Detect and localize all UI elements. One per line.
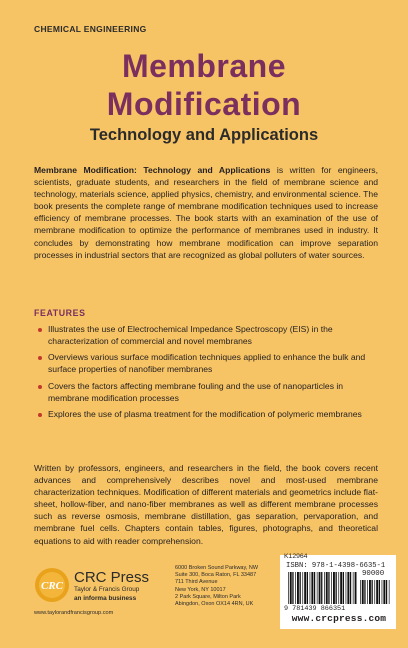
- publisher-name: CRC Press: [74, 569, 150, 586]
- feature-item: [36, 324, 372, 347]
- price-barcode-icon: [360, 580, 390, 604]
- category-label: CHEMICAL ENGINEERING: [34, 24, 147, 34]
- title-line-2: Modification: [106, 86, 302, 122]
- feature-text: Overviews various surface modification techniques applied to enhance the bulk and surface properties of nanofiber membranes: [48, 352, 366, 375]
- price-code: 90000: [362, 570, 385, 578]
- barcode-icon: [288, 572, 358, 604]
- title-line-1: Membrane: [121, 48, 287, 84]
- feature-item: [36, 352, 372, 375]
- feature-text: Explores the use of plasma treatment for the modification of polymeric membranes: [48, 409, 362, 420]
- ean-digits: 9 781439 866351: [284, 605, 346, 613]
- publisher-url: www.taylorandfrancisgroup.com: [34, 610, 114, 616]
- crc-press-logo-icon: [34, 567, 70, 603]
- address-line: 2 Park Square, Milton Park: [175, 593, 241, 600]
- address-line: New York, NY 10017: [175, 586, 226, 593]
- feature-item: [36, 381, 372, 404]
- product-code: K12964: [284, 553, 308, 560]
- subtitle: Technology and Applications: [89, 126, 319, 144]
- bullet-icon: [38, 356, 42, 360]
- logo-text: CRC: [40, 580, 64, 592]
- publisher-address: [175, 565, 258, 608]
- features-list: [36, 324, 372, 426]
- address-line: 711 Third Avenue: [175, 579, 218, 586]
- bullet-icon: [38, 328, 42, 332]
- publisher-group: Taylor & Francis Group: [74, 586, 140, 593]
- bullet-icon: [38, 413, 42, 417]
- feature-text: Illustrates the use of Electrochemical Impedance Spectroscopy (EIS) in the characterization of commercial and novel membranes: [48, 324, 333, 346]
- publisher-website: www.crcpress.com: [291, 613, 387, 624]
- publisher-informa: an informa business: [74, 595, 137, 602]
- address-line: Abingdon, Oxon OX14 4RN, UK: [175, 601, 254, 608]
- address-line: 6000 Broken Sound Parkway, NW: [175, 565, 259, 571]
- feature-text: Covers the factors affecting membrane fouling and the use of nanoparticles in membrane modification processes: [48, 380, 344, 403]
- intro-book-title: Membrane Modification: Technology and Applications: [34, 165, 271, 175]
- closing-paragraph: Written by professors, engineers, and researchers in the field, the book covers recent advances and comprehensively describes novel and most-used membrane characterization techniques. Modification of different materials and geometrics include flat-sheet, hollow-fiber, and nano-fiber membranes as well as different membrane processes such as reverse osmosis, membrane distillation, gas separation, pervaporation, and membrane fuel cells. Chapters contain tables, figures, photographs, and theoretical equations to aid with reader comprehension.: [34, 463, 378, 546]
- bullet-icon: [38, 385, 42, 389]
- features-heading: FEATURES: [34, 308, 86, 318]
- address-line: Suite 300, Boca Raton, FL 33487: [175, 572, 257, 579]
- intro-text: is written for engineers, scientists, graduate students, and researchers in the field of membrane science and technology, materials science, applied physics, chemistry, and environmental science. The book presents the complete range of membrane modification techniques used to increase efficiency of membrane processes. The book starts with an examination of the use of membrane modification to optimize the performance of membranes used in industry. It concludes by demonstrating how membrane modification can improve separation processes in industrial sectors that are recognized as global polluters of water sources.: [34, 165, 378, 260]
- isbn-text: ISBN: 978-1-4398-6635-1: [286, 562, 386, 570]
- intro-paragraph: [34, 164, 378, 261]
- feature-item: [36, 409, 372, 421]
